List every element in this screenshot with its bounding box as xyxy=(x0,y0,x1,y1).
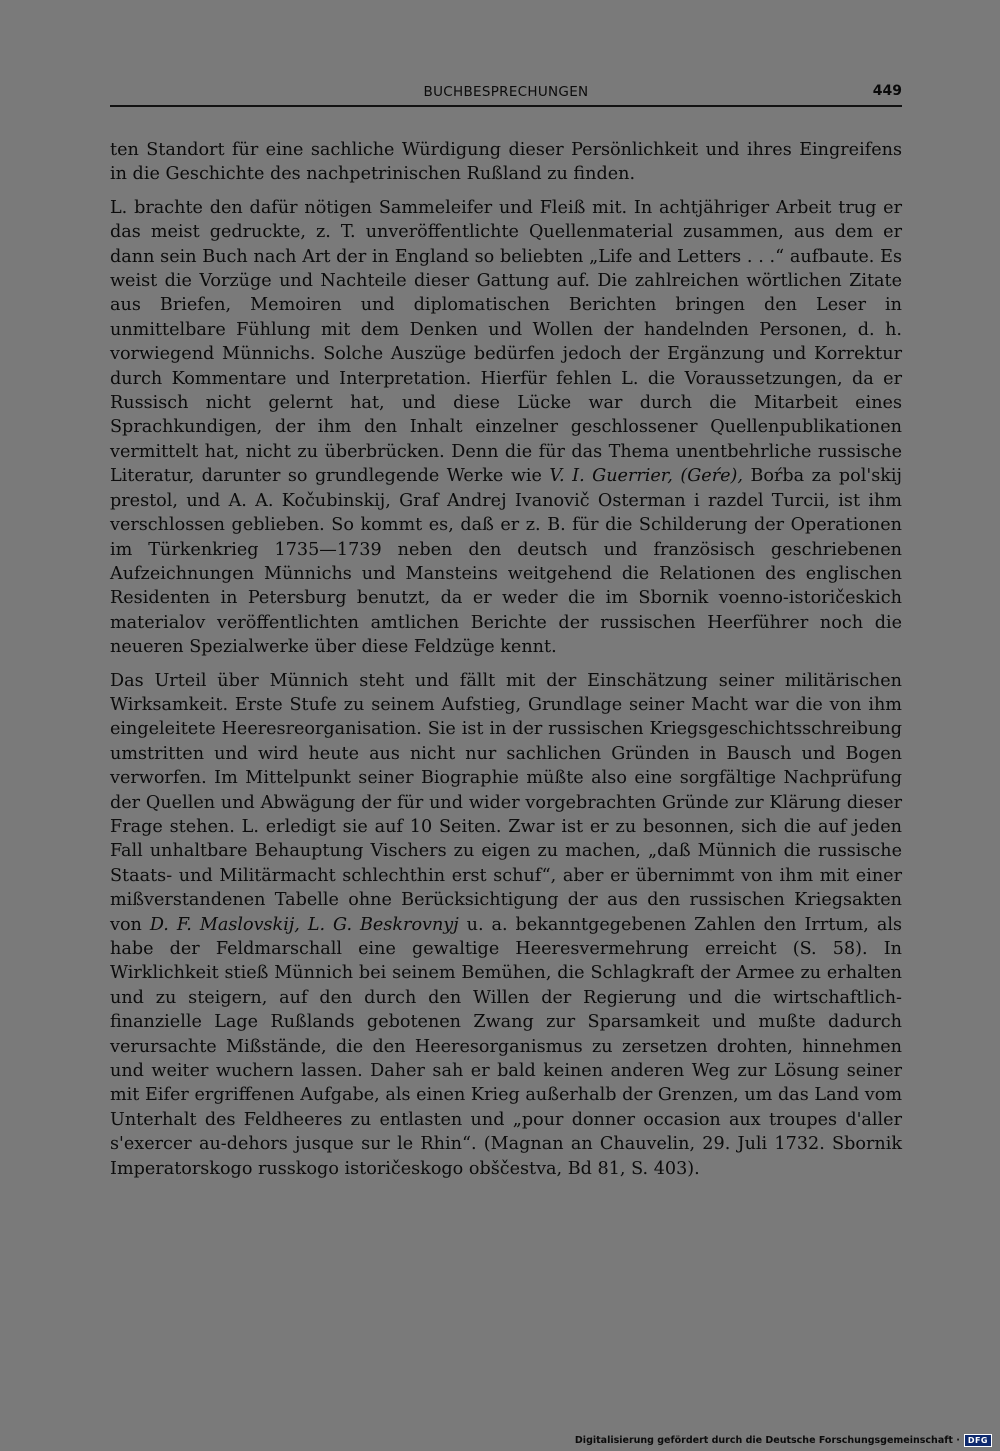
digitization-credit xyxy=(575,1434,992,1447)
paragraph-3-text-b: u. a. bekanntgegebenen Zahlen den Irrtum, als habe der Feldmarschall eine gewaltige Heeresvermehrung erreicht (S. 58). In Wirklichkeit stieß Münnich bei seinem Bemühen, die Schlagkraft der Armee zu erhalten und zu steigern, auf den durch den Willen der Regierung und die wirtschaftlich-finanzielle Lage Rußlands gebotenen Zwang zur Sparsamkeit und mußte dadurch verursachte Mißstände, die den Heeresorganismus zu zersetzen drohten, hinnehmen und weiter wuchern lassen. Daher sah er bald keinen anderen Weg zur Lösung seiner mit Eifer ergriffenen Aufgabe, als einen Krieg außerhalb der Grenzen, um das Land vom Unterhalt des Feldheeres zu entlasten und „pour donner occasion aux troupes d'aller s'exercer au-dehors jusque sur le Rhin“. (Magnan an Chauvelin, 29. Juli 1732. Sbornik Imperatorskogo russkogo istoričeskogo obščestva, Bd 81, S. 403). xyxy=(110,914,902,1179)
paragraph-3-text-a: Das Urteil über Münnich steht und fällt mit der Einschätzung seiner militärischen Wirksamkeit. Erste Stufe zu seinem Aufstieg, Grundlage seiner Macht war die von ihm eingeleitete Heeresreorganisation. Sie ist in der russischen Kriegsgeschichtsschreibung umstritten und wird heute aus nicht nur sachlichen Gründen in Bausch und Bogen verworfen. Im Mittelpunkt seiner Biographie müßte also eine sorgfältige Nachprüfung der Quellen und Abwägung der für und wider vorgebrachten Gründe zur Klärung dieser Frage stehen. L. erledigt sie auf 10 Seiten. Zwar ist er zu besonnen, sich die auf jeden Fall unhaltbare Behauptung Vischers zu eigen zu machen, „daß Münnich die russische Staats- und Militärmacht schlechthin erst schuf“, aber er übernimmt von ihm mit einer mißverstandenen Tabelle ohne Berücksichtigung der aus den russischen Kriegsakten von xyxy=(110,670,902,935)
credit-text: Digitalisierung gefördert durch die Deutsche Forschungsgemeinschaft · xyxy=(574,1435,960,1446)
paragraph-2 xyxy=(110,196,902,660)
paragraph-2-text-b: Boŕba za pol'skij prestol, und A. A. Kočubinskij, Graf Andrej Ivanovič Osterman i razdel Turcii, ist ihm verschlossen geblieben. So kommt es, daß er z. B. für die Schilderung der Operationen im Türkenkrieg 1735—1739 neben den deutsch und französisch geschriebenen Aufzeichnungen Münnichs und Mansteins weitgehend die Relationen des englischen Residenten in Petersburg benutzt, da er weder die im Sbornik voenno-istoričeskich materialov veröffentlichten amtlichen Berichte der russischen Heerführer noch die neueren Spezialwerke über diese Feldzüge kennt. xyxy=(110,466,902,658)
paragraph-1 xyxy=(110,138,902,187)
header-rule xyxy=(110,105,902,107)
page-number: 449 xyxy=(872,83,902,99)
paragraph-2-text-a: L. brachte den dafür nötigen Sammeleifer und Fleiß mit. In achtjähriger Arbeit trug er das meist gedruckte, z. T. unveröffentlichte Quellenmaterial zusammen, aus dem er dann sein Buch nach Art der in England so beliebten „Life and Letters . . .“ aufbaute. Es weist die Vorzüge und Nachteile dieser Gattung auf. Die zahlreichen wörtlichen Zitate aus Briefen, Memoiren und diplomatischen Berichten bringen den Leser in unmittelbare Fühlung mit dem Denken und Wollen der handelnden Personen, d. h. vorwiegend Münnichs. Solche Auszüge bedürfen jedoch der Ergänzung und Korrektur durch Kommentare und Interpretation. Hierfür fehlen L. die Voraussetzungen, da er Russisch nicht gelernt hat, und diese Lücke war durch die Mitarbeit eines Sprachkundigen, der ihm den Inhalt einzelner geschlossener Quellenpublikationen vermittelt hat, nicht zu überbrücken. Denn die für das Thema unentbehrliche russische Literatur, darunter so grundlegende Werke wie xyxy=(110,197,902,487)
paragraph-1-text: ten Standort für eine sachliche Würdigung dieser Persönlichkeit und ihres Eingreifens in die Geschichte des nachpetrinischen Rußland zu finden. xyxy=(110,140,902,185)
paragraph-3 xyxy=(110,669,902,1182)
author-citation-guerrier: V. I. Guerrier, (Geŕe), xyxy=(549,466,743,487)
page-header xyxy=(110,84,902,106)
dfg-logo[interactable]: DFG xyxy=(964,1434,992,1447)
running-head: BUCHBESPRECHUNGEN xyxy=(423,84,589,100)
author-citation-maslovskij: D. F. Maslovskij, L. G. Beskrovnyj xyxy=(149,914,459,935)
review-body xyxy=(110,138,902,1190)
